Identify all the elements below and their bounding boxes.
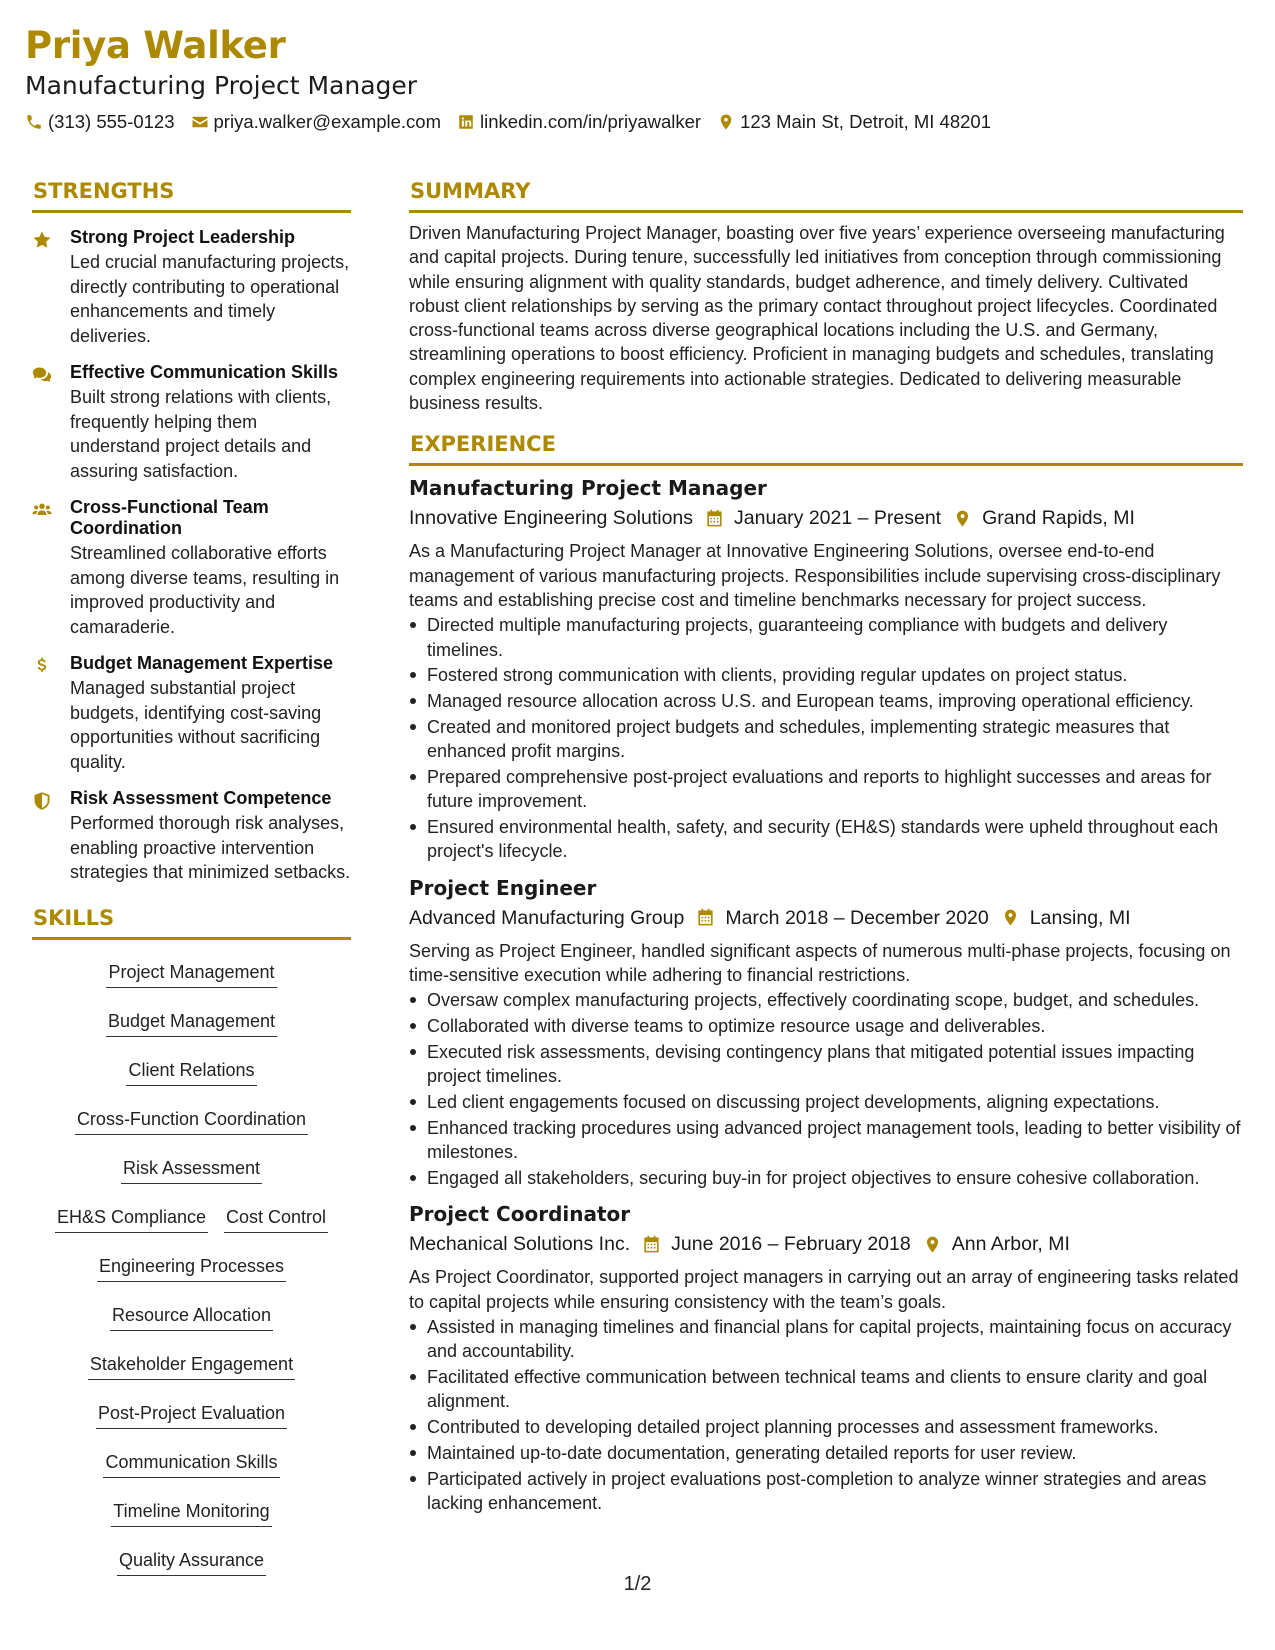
job-location <box>1001 904 1131 932</box>
envelope-icon <box>191 113 209 131</box>
job-description: As Project Coordinator, supported project managers in carrying out an array of engineering tasks related to capital projects while ensuring consistency with the team’s goals. <box>409 1267 1239 1312</box>
page-number: 1/2 <box>623 1573 652 1595</box>
job-bullet: Ensured environmental health, safety, and security (EH&S) standards were upheld throughout each project's lifecycle. <box>409 815 1243 864</box>
skills-heading: SKILLS <box>32 899 351 940</box>
map-pin-icon <box>923 1235 942 1254</box>
candidate-name: Priya Walker <box>25 24 286 67</box>
job-title: Project Engineer <box>409 875 597 900</box>
contact-email[interactable] <box>191 111 442 133</box>
skill-tag: Resource Allocation <box>110 1303 273 1331</box>
summary-heading: SUMMARY <box>409 172 1243 213</box>
strength-desc: Performed thorough risk analyses, enabling proactive intervention strategies that minimized setbacks. <box>70 813 351 882</box>
job-bullet: Led client engagements focused on discussing project developments, aligning expectations. <box>409 1090 1243 1114</box>
job-description: Serving as Project Engineer, handled significant aspects of numerous multi-phase projects, focusing on time-sensitive execution while adhering to financial restrictions. <box>409 940 1231 986</box>
strength-title: Effective Communication Skills <box>70 362 339 382</box>
left-column <box>32 172 351 1589</box>
strength-item <box>32 788 351 885</box>
job-bullet: Created and monitored project budgets and schedules, implementing strategic measures that enhanced profit margins. <box>409 715 1243 764</box>
job-bullet: Collaborated with diverse teams to optimize resource usage and deliverables. <box>409 1014 1243 1038</box>
strength-desc: Built strong relations with clients, frequently helping them understand project details and assuring satisfaction. <box>70 387 332 481</box>
job-bullet: Managed resource allocation across U.S. and European teams, improving operational efficiency. <box>409 689 1243 713</box>
skill-tag: Stakeholder Engagement <box>88 1352 295 1380</box>
strength-desc: Streamlined collaborative efforts among diverse teams, resulting in improved productivity and camaraderie. <box>70 543 340 637</box>
skill-tag: Timeline Monitoring <box>111 1499 271 1527</box>
job-entry <box>409 474 1243 863</box>
job-bullet: Directed multiple manufacturing projects, guaranteeing compliance with budgets and delivery timelines. <box>409 613 1243 662</box>
job-dates <box>696 904 988 932</box>
phone-text: (313) 555-0123 <box>48 111 175 132</box>
strength-title: Risk Assessment Competence <box>70 788 332 808</box>
map-pin-icon <box>953 509 972 528</box>
star-icon <box>32 230 52 250</box>
strength-title: Cross-Functional Team Coordination <box>70 497 269 538</box>
job-meta <box>409 504 1243 532</box>
calendar-icon <box>705 509 724 528</box>
calendar-icon <box>642 1235 661 1254</box>
dollar-icon <box>32 656 52 676</box>
job-description: As a Manufacturing Project Manager at Innovative Engineering Solutions, oversee end-to-end management of various manufacturing projects. Responsibilities include supervising cross-disciplinary teams and establishing precise cost and timeline benchmarks necessary for project success. <box>409 541 1221 610</box>
job-bullet: Fostered strong communication with clients, providing regular updates on project status. <box>409 663 1243 687</box>
job-bullet: Assisted in managing timelines and financial plans for capital projects, maintaining focus on accuracy and accountability. <box>409 1315 1243 1364</box>
job-bullet: Executed risk assessments, devising contingency plans that mitigated potential issues impacting project timelines. <box>409 1040 1243 1089</box>
job-title: Manufacturing Project Manager <box>409 476 767 501</box>
experience-heading: EXPERIENCE <box>409 425 1243 466</box>
job-bullets <box>409 1315 1243 1515</box>
job-bullet: Maintained up-to-date documentation, generating detailed reports for user review. <box>409 1441 1243 1465</box>
skill-tag: Communication Skills <box>103 1450 279 1478</box>
strength-item <box>32 497 351 639</box>
comments-icon <box>32 365 52 385</box>
skills-list <box>32 952 351 1589</box>
contact-bar <box>25 111 1255 133</box>
strength-title: Strong Project Leadership <box>70 227 296 247</box>
job-company: Mechanical Solutions Inc. <box>409 1233 631 1256</box>
right-column <box>409 172 1243 1525</box>
job-meta <box>409 904 1243 932</box>
job-bullet: Prepared comprehensive post-project evaluations and reports to highlight successes and areas for future improvement. <box>409 765 1243 814</box>
job-bullet: Engaged all stakeholders, securing buy-in for project objectives to ensure cohesive collaboration. <box>409 1166 1243 1190</box>
job-meta <box>409 1230 1243 1258</box>
job-bullet: Oversaw complex manufacturing projects, effectively coordinating scope, budget, and schedules. <box>409 988 1243 1012</box>
job-company: Advanced Manufacturing Group <box>409 906 685 929</box>
job-bullet: Contributed to developing detailed project planning processes and assessment frameworks. <box>409 1415 1243 1439</box>
skill-tag: Client Relations <box>126 1058 256 1086</box>
linkedin-text: linkedin.com/in/priyawalker <box>480 111 702 132</box>
job-bullet: Facilitated effective communication between technical teams and clients to ensure clarity and goal alignment. <box>409 1365 1243 1414</box>
job-entry <box>409 1200 1243 1515</box>
email-text: priya.walker@example.com <box>213 111 442 132</box>
address-text: 123 Main St, Detroit, MI 48201 <box>740 111 991 132</box>
job-company: Innovative Engineering Solutions <box>409 507 694 530</box>
job-location-text: Grand Rapids, MI <box>982 507 1135 530</box>
job-dates <box>642 1230 911 1258</box>
summary-text: Driven Manufacturing Project Manager, boasting over five years’ experience overseeing manufacturing and capital projects. During tenure, successfully led initiatives from conception through commissioning while ensuring alignment with quality standards, budget adherence, and timely delivery. Cultivated robust client relationships by serving as the primary contact throughout project lifecycles. Coordinated cross-functional teams across diverse geographical locations including the U.S. and Germany, streamlining operations to boost efficiency. Proficient in managing budgets and schedules, translating complex engineering requirements into actionable strategies. Dedicated to delivering measurable business results. <box>409 223 1225 414</box>
candidate-title: Manufacturing Project Manager <box>25 71 418 100</box>
linkedin-icon <box>457 113 475 131</box>
job-dates-text: January 2021 – Present <box>734 507 942 530</box>
map-pin-icon <box>717 113 735 131</box>
users-icon <box>32 500 52 520</box>
skill-tag: Project Management <box>106 960 276 988</box>
map-pin-icon <box>1001 908 1020 927</box>
job-location-text: Ann Arbor, MI <box>951 1233 1070 1256</box>
skill-tag: EH&S Compliance <box>55 1205 208 1233</box>
job-dates-text: March 2018 – December 2020 <box>725 906 989 929</box>
strengths-heading: STRENGTHS <box>32 172 351 213</box>
strength-item <box>32 653 351 774</box>
job-dates-text: June 2016 – February 2018 <box>671 1233 911 1256</box>
skill-tag: Cross-Function Coordination <box>75 1107 308 1135</box>
job-location-text: Lansing, MI <box>1029 906 1131 929</box>
contact-phone[interactable] <box>25 111 175 133</box>
strength-title: Budget Management Expertise <box>70 653 334 673</box>
strength-item <box>32 362 351 483</box>
job-dates <box>705 504 941 532</box>
job-bullet: Enhanced tracking procedures using advanced project management tools, leading to better visibility of milestones. <box>409 1116 1243 1165</box>
strength-desc: Managed substantial project budgets, identifying cost-saving opportunities without sacrificing quality. <box>70 678 322 772</box>
resume-header <box>25 22 1255 133</box>
strength-desc: Led crucial manufacturing projects, directly contributing to operational enhancements and timely deliveries. <box>70 252 350 346</box>
job-location <box>953 504 1135 532</box>
job-location <box>923 1230 1070 1258</box>
skill-tag: Post-Project Evaluation <box>96 1401 287 1429</box>
contact-address <box>717 111 991 133</box>
job-bullets <box>409 988 1243 1190</box>
skill-tag: Risk Assessment <box>121 1156 262 1184</box>
shield-icon <box>32 791 52 811</box>
phone-icon <box>25 113 43 131</box>
skill-tag: Quality Assurance <box>117 1548 266 1576</box>
job-title: Project Coordinator <box>409 1202 631 1227</box>
skill-tag: Cost Control <box>224 1205 328 1233</box>
contact-linkedin[interactable] <box>457 111 701 133</box>
calendar-icon <box>696 908 715 927</box>
skill-tag: Engineering Processes <box>97 1254 286 1282</box>
job-entry <box>409 874 1243 1190</box>
skill-tag: Budget Management <box>106 1009 277 1037</box>
job-bullet: Participated actively in project evaluations post-completion to analyze winner strategies and areas lacking enhancement. <box>409 1467 1243 1516</box>
strength-item <box>32 227 351 348</box>
job-bullets <box>409 613 1243 863</box>
